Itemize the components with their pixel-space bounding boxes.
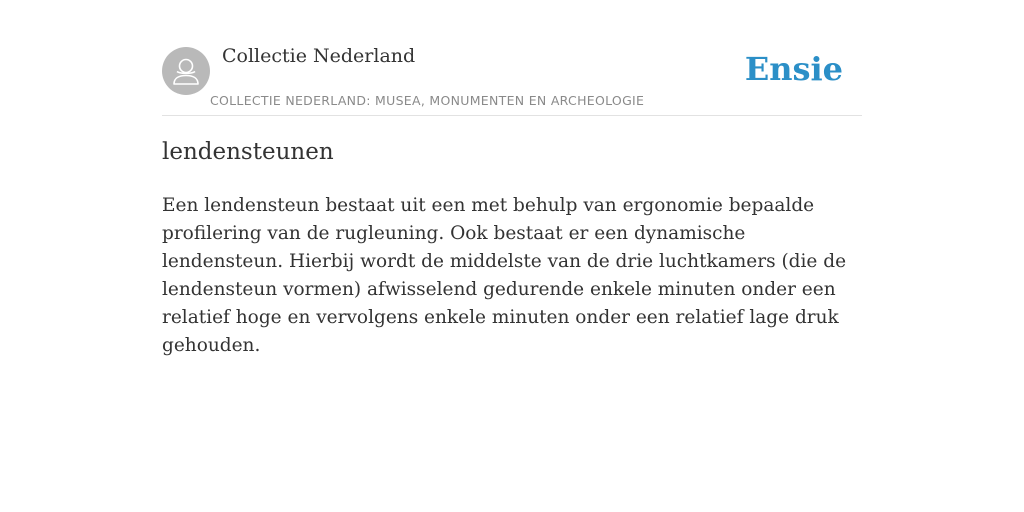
entry-header — [162, 0, 862, 116]
entry-definition: Een lendensteun bestaat uit een met behulp van ergonomie bepaalde profilering van de rugleuning. Ook bestaat er een dynamische lendensteun. Hierbij wordt de middelste van de drie luchtkamers (die de lendensteun vormen) afwisselend gedurende enkele minuten onder een relatief hoge en vervolgens enkele minuten onder een relatief lage druk gehouden. — [162, 195, 847, 356]
avatar[interactable] — [162, 47, 210, 95]
user-silhouette-icon — [162, 47, 210, 95]
ensie-logo[interactable]: Ensie — [744, 50, 843, 88]
author-name[interactable]: Collectie Nederland — [222, 45, 416, 67]
source-label[interactable]: COLLECTIE NEDERLAND: MUSEA, MONUMENTEN EN ARCHEOLOGIE — [210, 93, 645, 108]
entry-card — [162, 0, 862, 356]
entry-term: lendensteunen — [162, 139, 334, 165]
